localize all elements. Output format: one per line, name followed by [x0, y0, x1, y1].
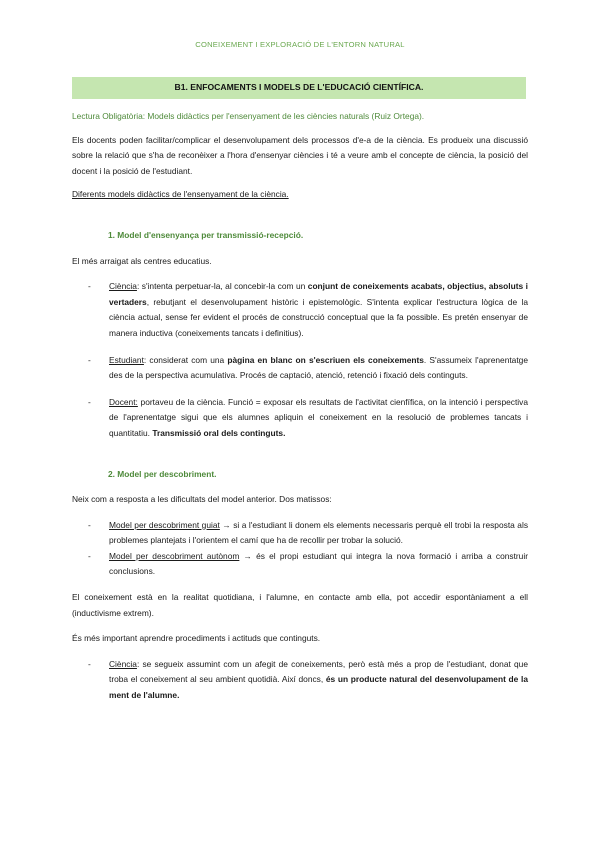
model2-paragraph-1: El coneixement està en la realitat quotidiana, i l'alumne, en contacte amb ella, pot accedir espontàniament a ell (inductivisme extrem).: [72, 592, 528, 618]
block-title: B1. ENFOCAMENTS I MODELS DE L'EDUCACIÓ CIENTÍFICA.: [174, 82, 424, 93]
reading-label: Lectura Obligatòria:: [72, 111, 146, 121]
item-text: : s'intenta perpetuar-la, al concebir-la com un: [136, 281, 308, 292]
model2-heading: 2. Model per descobriment.: [108, 468, 217, 479]
dash-bullet: -: [88, 354, 91, 365]
item-text: . S'assumeix l'aprenentatge des de la perspectiva acumulativa. Procés de captació, atenció, retenció i fixació dels continguts.: [109, 354, 528, 381]
intro-paragraph: Els docents poden facilitar/complicar el desenvolupament dels processos d'e-a de la ciència. Es produeix una discussió sobre la relació que s'ha de reconèixer a l'hora d'ensenyar ciències i té a veure amb el concepte de ciència, la posició del docent i la posició de l'estudiant.: [72, 134, 528, 176]
item-term: Model per descobriment autònom: [109, 550, 240, 561]
list-item: [72, 279, 528, 341]
item-term: Ciència: [109, 658, 137, 669]
item-text: : considerat com una: [143, 354, 228, 365]
item-text: portaveu de la ciència. Funció = exposar els resultats de l'activitat cienfífica, on la intenció i perspectiva de l'aprenentatge sigui que els alumnes apliquin el coneixement en la resolució de problemes tancats i quantitatiu.: [109, 396, 528, 438]
item-term: Docent:: [109, 396, 138, 407]
item-bold: Transmissió oral dels continguts.: [152, 427, 286, 438]
item-bold: pàgina en blanc on s'escriuen els coneixements: [227, 354, 424, 365]
model2-science-list: [72, 657, 528, 704]
item-term: Estudiant: [109, 354, 144, 365]
document-body: [72, 107, 528, 704]
model2-list: [72, 518, 528, 580]
dash-bullet: -: [88, 396, 91, 407]
list-item: [72, 549, 528, 580]
model2-paragraph-2: És més important aprendre procediments i actituds que continguts.: [72, 633, 321, 644]
item-text: , rebutjant el desenvolupament històric i epistemològic. S'intenta explicar l'estructura lògica de la ciència actual, sense fer evident el procés de construcció conceptual que la fa possible. Es pretén ensenyar de manera inductiva (coneixements tancats i definitius).: [109, 296, 528, 338]
list-item: [72, 353, 528, 384]
dash-bullet: -: [88, 550, 91, 561]
list-item: [72, 657, 528, 704]
models-heading: Diferents models didàctics de l'ensenyament de la ciència.: [72, 189, 289, 200]
item-text: → és el propi estudiant qui integra la nova formació i arriba a construir conclusions.: [109, 550, 528, 577]
running-header: CONEIXEMENT I EXPLORACIÓ DE L'ENTORN NATURAL: [195, 40, 405, 49]
item-bold: és un producte natural del desenvolupament de la ment de l'alumne.: [109, 674, 528, 701]
model1-list: [72, 279, 528, 441]
item-text: → si a l'estudiant li donem els elements necessaris perquè ell trobi la resposta als problemes plantejats i l'orientem el camí que ha de recollir per trobar la solució.: [109, 519, 529, 546]
list-item: [72, 395, 528, 442]
dash-bullet: -: [88, 281, 91, 292]
reading-text: Models didàctics per l'ensenyament de les ciències naturals (Ruiz Ortega).: [145, 111, 425, 121]
item-term: Ciència: [109, 281, 137, 292]
reading-line: [72, 109, 528, 125]
dash-bullet: -: [88, 658, 91, 669]
model1-heading: 1. Model d'ensenyança per transmissió-recepció.: [108, 229, 304, 240]
model2-intro: Neix com a resposta a les dificultats del model anterior. Dos matissos:: [72, 494, 332, 505]
dash-bullet: -: [88, 519, 91, 530]
list-item: [72, 518, 528, 549]
model1-intro: El més arraigat als centres educatius.: [72, 255, 212, 266]
item-text: : se segueix assumint com un afegit de coneixements, però està més a prop de l'estudiant, donat que troba el coneixement al seu ambient quotidià. Així doncs,: [109, 658, 528, 685]
block-title-box: [72, 77, 526, 99]
item-bold: conjunt de coneixements acabats, objectius, absoluts i vertaders: [109, 281, 528, 307]
item-term: Model per descobriment guiat: [109, 519, 220, 530]
